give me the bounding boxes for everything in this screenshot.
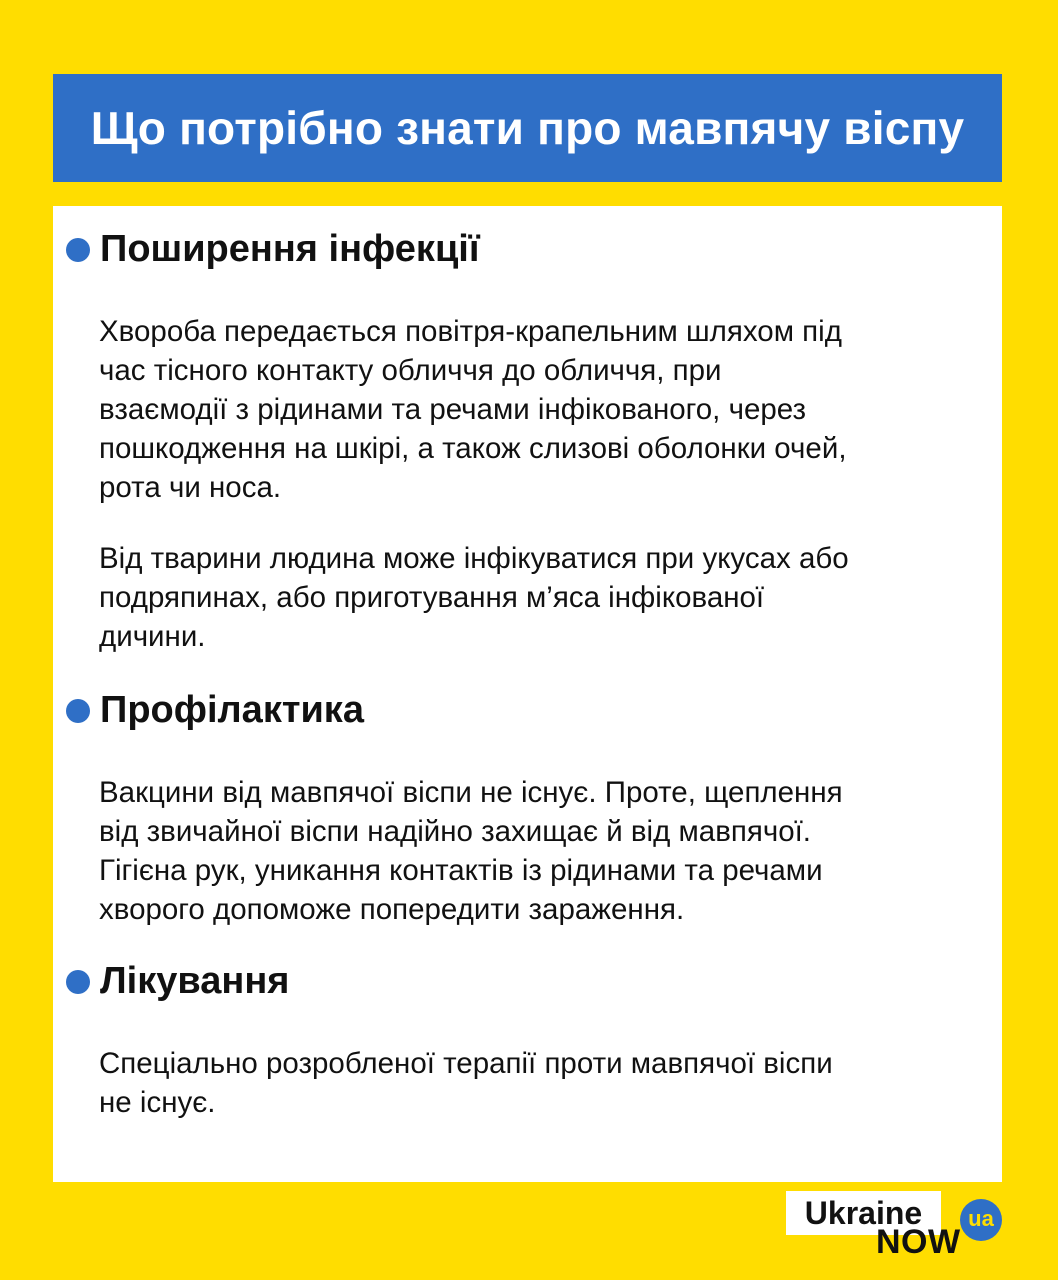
logo-word-ukraine: Ukraine <box>786 1191 941 1235</box>
text-line: Хвороба передається повітря-крапельним шляхом під <box>99 315 842 348</box>
info-card <box>53 206 1002 1182</box>
paragraph <box>99 773 1004 929</box>
bullet-icon <box>66 238 90 262</box>
logo-word-now: NOW <box>876 1223 961 1261</box>
text-line: дичини. <box>99 620 206 653</box>
text-line: Гігієна рук, уникання контактів із рідинами та речами <box>99 854 823 887</box>
text-line: рота чи носа. <box>99 471 282 504</box>
logo-ua-badge: ua <box>960 1199 1002 1241</box>
bullet-icon <box>66 699 90 723</box>
section-title: Профілактика <box>100 689 364 731</box>
paragraph <box>99 1044 1004 1122</box>
page-title: Що потрібно знати про мавпячу віспу <box>90 102 965 154</box>
text-line: подряпинах, або приготування м’яса інфікованої <box>99 581 765 614</box>
text-line: не існує. <box>99 1086 216 1119</box>
paragraph <box>99 312 1004 507</box>
section-heading-treatment <box>66 960 289 1003</box>
text-line: Спеціально розробленої терапії проти мавпячої віспи <box>99 1047 833 1080</box>
text-line: Від тварини людина може інфікуватися при укусах або <box>99 542 849 575</box>
title-banner <box>53 74 1002 182</box>
text-line: взаємодії з рідинами та речами інфікованого, через <box>99 393 807 426</box>
ukraine-now-logo <box>786 1191 1008 1263</box>
section-heading-spread <box>66 228 480 271</box>
text-line: хворого допоможе попередити зараження. <box>99 893 685 926</box>
bullet-icon <box>66 970 90 994</box>
section-heading-prevention <box>66 689 364 732</box>
paragraph <box>99 539 1004 656</box>
text-line: пошкодження на шкірі, а також слизові оболонки очей, <box>99 432 847 465</box>
text-line: час тісного контакту обличчя до обличчя, при <box>99 354 722 387</box>
text-line: від звичайної віспи надійно захищає й від мавпячої. <box>99 815 811 848</box>
section-title: Лікування <box>100 960 290 1002</box>
section-title: Поширення інфекції <box>100 228 480 270</box>
text-line: Вакцини від мавпячої віспи не існує. Проте, щеплення <box>99 776 843 809</box>
